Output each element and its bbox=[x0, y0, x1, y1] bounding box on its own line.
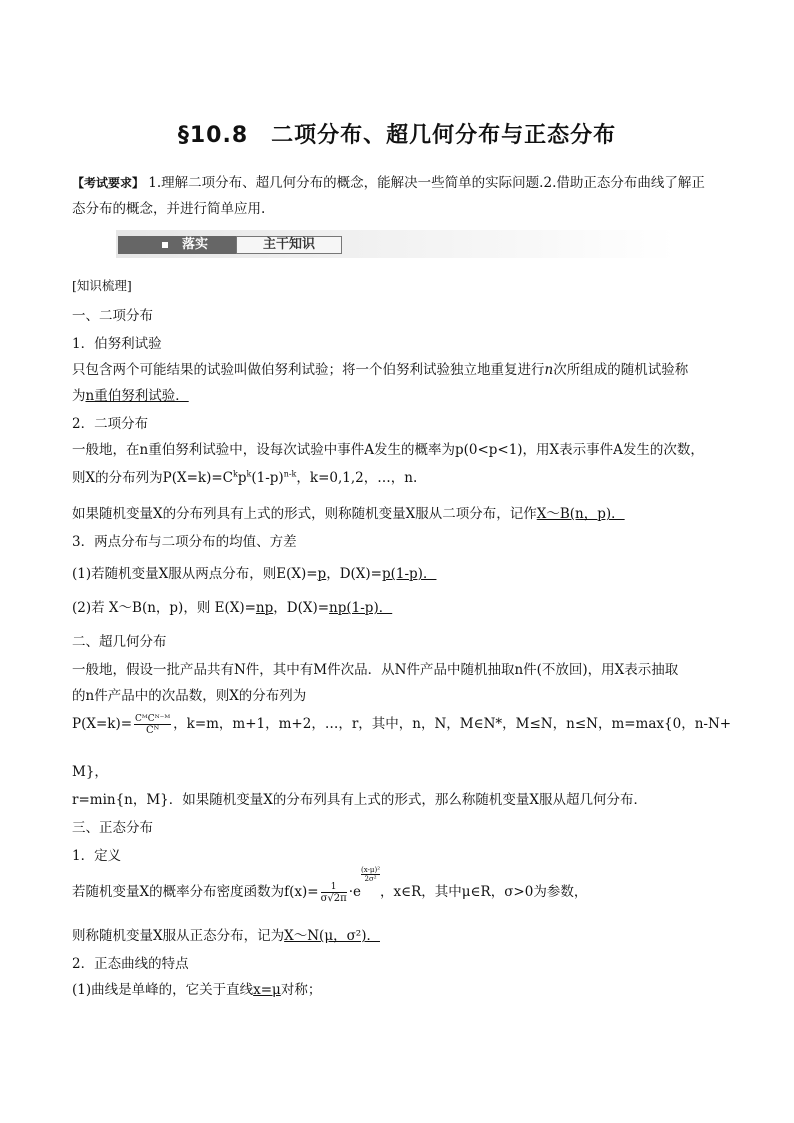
answer-blank: X～B(n，p)． bbox=[536, 506, 625, 522]
hypergeometric-fraction: $\frac{\text{CᴹCᴺ⁻ᴹ}}{\text{Cᴺ}}$ bbox=[135, 713, 171, 736]
square-bullet-icon bbox=[162, 242, 168, 248]
requirement-tag: 【考试要求】 bbox=[72, 176, 145, 190]
sec1-sub2-p1: 一般地，在n重伯努利试验中，设每次试验中事件A发生的概率为p(0<p<1)，用X表示事件A发生的次数， bbox=[72, 442, 704, 458]
answer-blank: x=μ bbox=[253, 982, 281, 998]
sec3-def-p2: 则称随机变量X服从正态分布，记为X～N(μ，σ²)． bbox=[72, 928, 380, 944]
sec2-p4: M}， bbox=[72, 764, 108, 780]
answer-blank: n重伯努利试验． bbox=[85, 388, 189, 404]
answer-blank: np(1-p)． bbox=[329, 600, 393, 616]
requirement-line2: 态分布的概念，并进行简单应用. bbox=[72, 201, 266, 217]
exponent-fraction: $\frac{\text{(x-μ)²}}{\text{2σ²}}$ bbox=[361, 866, 381, 883]
sec3-feat1: (1)曲线是单峰的，它关于直线x=μ对称； bbox=[72, 982, 322, 998]
sec3-sub2: 2．正态曲线的特点 bbox=[72, 956, 189, 972]
sec3-heading: 三、正态分布 bbox=[72, 820, 153, 836]
sec3-def: 若随机变量X的概率分布密度函数为f(x)= $\frac{1}{\sigma√2\pi}$ ·e $\frac{\text{(x-μ)²}}{\text{2σ²}}$，x∈R，其中μ∈R，σ>0为参数， bbox=[72, 866, 588, 904]
answer-blank: p bbox=[317, 566, 327, 582]
page-title: §10.8 二项分布、超几何分布与正态分布 bbox=[177, 123, 617, 148]
sec1-sub1-p1: 只包含两个可能结果的试验叫做伯努利试验；将一个伯努利试验独立地重复进行n次所组成的随机试验称 bbox=[72, 362, 689, 378]
banner-right: 主干知识 bbox=[236, 236, 342, 254]
sec1-sub2-p2: 则X的分布列为$P(X=k)=C^kp^k(1-p)^{n-k}$，k=0,1,2，…，n. bbox=[72, 469, 418, 486]
answer-blank: np bbox=[255, 600, 274, 616]
sec2-heading: 二、超几何分布 bbox=[72, 634, 167, 650]
sec1-sub3-l1: (1)若随机变量X服从两点分布，则E(X)=p，D(X)=p(1-p)． bbox=[72, 566, 437, 582]
sec1-sub3-l2: (2)若 X～B(n，p)，则 E(X)=np，D(X)=np(1-p)． bbox=[72, 600, 393, 616]
sec2-p5: r=min{n，M}．如果随机变量X的分布列具有上式的形式，那么称随机变量X服从超几何分布． bbox=[72, 792, 647, 808]
sec2-p1: 一般地，假设一批产品共有N件，其中有M件次品．从N件产品中随机抽取n件(不放回)，用X表示抽取 bbox=[72, 662, 679, 678]
density-fraction: $\frac{1}{\sigma√2\pi}$ bbox=[320, 881, 347, 904]
exam-requirement bbox=[72, 170, 722, 222]
sec1-sub2: 2．二项分布 bbox=[72, 416, 149, 432]
sec2-p2: 的n件产品中的次品数，则X的分布列为 bbox=[72, 688, 307, 704]
requirement-line1: 1.理解二项分布、超几何分布的概念，能解决一些简单的实际问题.2.借助正态分布曲线了解正 bbox=[144, 175, 705, 191]
section-banner bbox=[116, 230, 676, 258]
answer-blank: p(1-p)． bbox=[381, 566, 437, 582]
banner-left: 落实 bbox=[118, 236, 236, 254]
sec1-heading: 一、二项分布 bbox=[72, 308, 153, 324]
sec1-sub2-p3: 如果随机变量X的分布列具有上式的形式，则称随机变量X服从二项分布，记作X～B(n，p)． bbox=[72, 506, 625, 522]
sec1-sub1: 1．伯努利试验 bbox=[72, 336, 162, 352]
sec1-sub1-p2: 为n重伯努利试验． bbox=[72, 388, 189, 404]
sec3-sub1: 1．定义 bbox=[72, 848, 122, 864]
sec2-formula: P(X=k)= $\frac{\text{CᴹCᴺ⁻ᴹ}}{\text{Cᴺ}}$ ，k=m，m+1，m+2，…，r，其中，n，N，M∈N*，M≤N，n≤N，m=max{0，n-N+ bbox=[72, 713, 732, 736]
sec1-sub3: 3．两点分布与二项分布的均值、方差 bbox=[72, 534, 297, 550]
answer-blank: X～N(μ，σ²)． bbox=[284, 928, 380, 944]
knowledge-header: [知识梳理] bbox=[72, 278, 132, 293]
